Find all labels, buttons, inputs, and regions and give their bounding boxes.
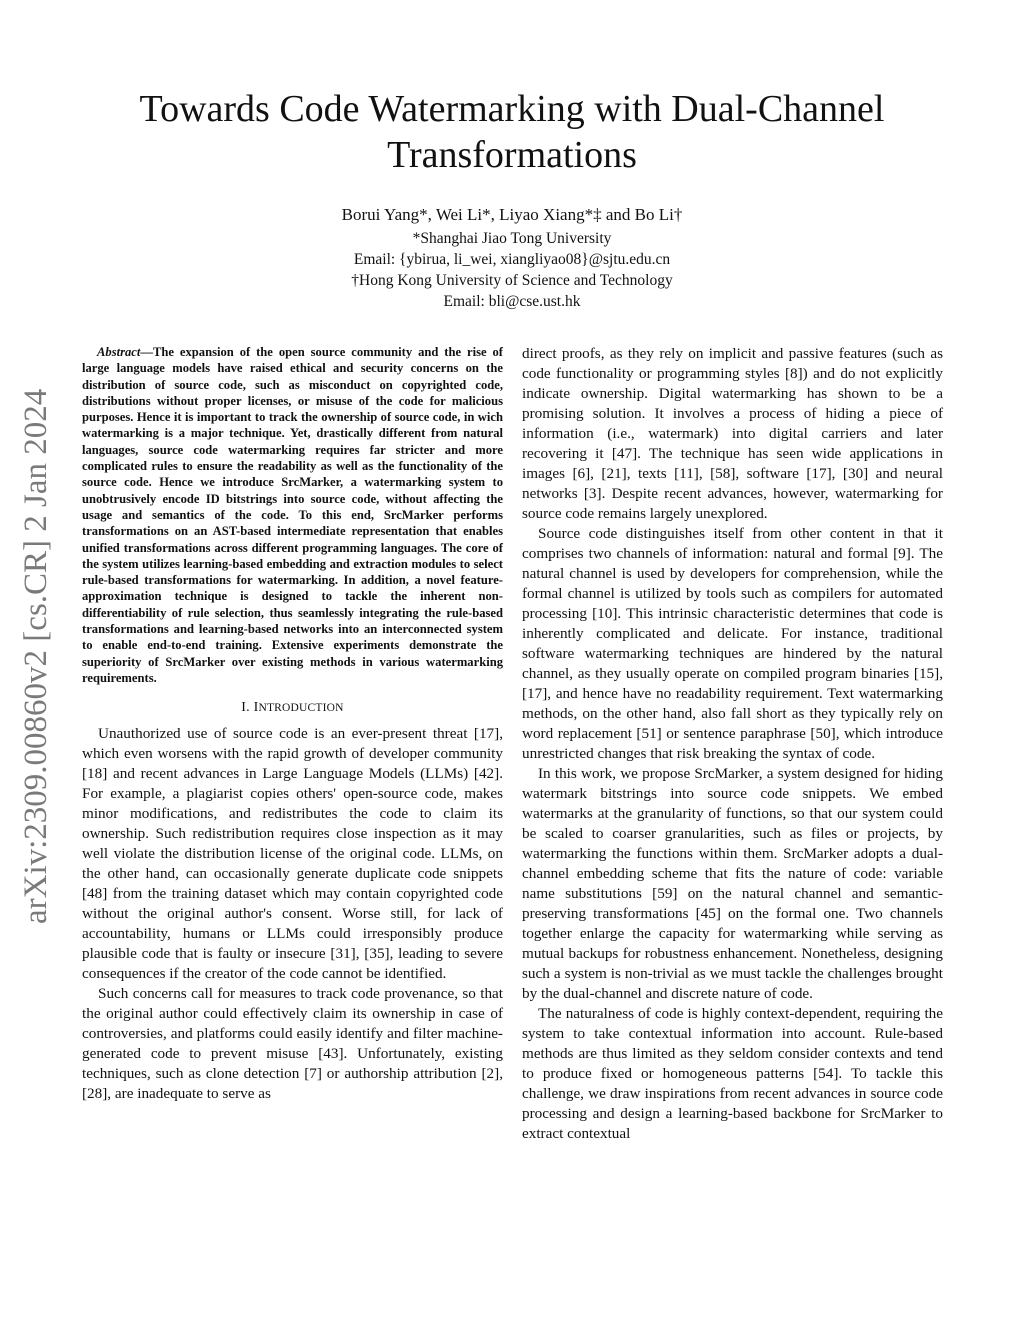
right-column <box>522 344 943 1144</box>
affiliation-1: *Shanghai Jiao Tong University <box>412 230 612 247</box>
arxiv-identifier: arXiv:2309.00860v2 [cs.CR] 2 Jan 2024 <box>18 388 54 924</box>
title-line-2: Transformations <box>387 134 637 176</box>
intro-paragraph-6: The naturalness of code is highly context-dependent, requiring the system to take contextual information into account. Rule-based methods are thus limited as they seldom consider contexts and tend to produce fixed or homogeneous patterns [54]. To tackle this challenge, we draw inspirations from recent advances in source code processing and design a learning-based backbone for SrcMarker to extract contextual <box>522 1005 943 1142</box>
author-block <box>160 202 864 312</box>
affiliation-2: †Hong Kong University of Science and Technology <box>351 272 673 289</box>
section-title-first: I <box>253 700 259 716</box>
email-1: Email: {ybirua, li_wei, xiangliyao08}@sjtu.edu.cn <box>353 251 671 268</box>
abstract <box>82 344 503 686</box>
left-column <box>82 344 503 1104</box>
email-2: Email: bli@cse.ust.hk <box>443 293 581 310</box>
section-heading <box>82 700 503 716</box>
intro-paragraph-3: direct proofs, as they rely on implicit and passive features (such as code functionality or programming styles [8]) and do not explicitly indicate ownership. Digital watermarking has shown to be a promising solution. It involves a process of hiding a piece of information (i.e., watermark) into digital carriers and later recovering it [47]. The technique has seen wide applications in images [6], [21], texts [11], [58], software [17], [30] and neural networks [3]. Despite recent advances, however, watermarking for source code remains largely unexplored. <box>522 345 943 522</box>
abstract-text: —The expansion of the open source community and the rise of large language models have raised ethical and security concerns on the distribution of source code, such as misconduct on copyrighted code, distributions without proper licenses, or misuse of the code for malicious purposes. Hence it is important to track the ownership of source code, in wich watermarking is a major technique. Yet, drastically different from natural languages, source code watermarking requires far stricter and more complicated rules to ensure the readability as well as the functionality of the source code. Hence we introduce SrcMarker, a watermarking system to unobtrusively encode ID bitstrings into source code, without affecting the usage and semantics of the code. To this end, SrcMarker performs transformations on an AST-based intermediate representation that enables unified transformations across different programming languages. The core of the system utilizes learning-based embedding and extraction modules to select rule-based transformations for watermarking. In addition, a novel feature-approximation technique is designed to tackle the inherent non-differentiability of rule selection, thus seamlessly integrating the rule-based transformations and learning-based networks into an interconnected system to enable end-to-end training. Extensive experiments demonstrate the superiority of SrcMarker over existing methods in various watermarking requirements. <box>82 345 503 685</box>
author-names: Borui Yang*, Wei Li*, Liyao Xiang*‡ and Bo Li† <box>341 205 683 224</box>
paper-title <box>60 86 964 178</box>
intro-paragraph-1: Unauthorized use of source code is an ever-present threat [17], which even worsens with the rapid growth of developer community [18] and recent advances in Large Language Models (LLMs) [42]. For example, a plagiarist copies others' open-source code, makes minor modifications, and redistributes the code to claim its ownership. Such redistribution requires close inspection as it may well violate the distribution license of the original code. LLMs, on the other hand, can occasionally generate duplicate code snippets [48] from the training dataset which may contain copyrighted code without the original author's consent. Worse still, for lack of accountability, humans or LLMs could irresponsibly produce plausible code that is faulty or insecure [31], [35], leading to severe consequences if the creator of the code cannot be identified. <box>82 725 503 983</box>
abstract-lead: Abstract <box>97 345 141 359</box>
intro-paragraph-5: In this work, we propose SrcMarker, a system designed for hiding watermark bitstrings into source code snippets. We embed watermarks at the granularity of functions, so that our system could be scaled to coarser granularities, such as files or projects, by watermarking the functions within them. SrcMarker adopts a dual-channel embedding scheme that fits the nature of code: variable name substitutions [59] on the natural channel and semantic-preserving transformations [45] on the formal one. Two channels together enlarge the capacity for watermarking while serving as mutual backups for robustness enhancement. Nonetheless, designing such a system is non-trivial as we must tackle the challenges brought by the dual-channel and discrete nature of code. <box>522 765 943 1002</box>
intro-paragraph-4: Source code distinguishes itself from other content in that it comprises two channels of information: natural and formal [9]. The natural channel is used by developers for comprehension, while the formal channel is utilized by tools such as compilers for automated processing [10]. This intrinsic characteristic determines that code is inherently complicated and delicate. For instance, traditional software watermarking techniques are hindered by the natural channel, as they usually operate on compiled program binaries [15], [17], and hence have no readability requirement. Text watermarking methods, on the other hand, also fall short as they typically rely on word replacement [51] or sentence paraphrase [50], which introduce unrestricted changes that risk breaking the syntax of code. <box>522 525 943 762</box>
section-title-rest: NTRODUCTION <box>258 702 344 715</box>
section-number: I. <box>241 700 254 716</box>
title-line-1: Towards Code Watermarking with Dual-Channel <box>139 88 885 130</box>
intro-paragraph-2: Such concerns call for measures to track code provenance, so that the original author could effectively claim its ownership in case of controversies, and platforms could easily identify and filter machine-generated code to prevent misuse [43]. Unfortunately, existing techniques, such as clone detection [7] or authorship attribution [2], [28], are inadequate to serve as <box>82 985 503 1103</box>
